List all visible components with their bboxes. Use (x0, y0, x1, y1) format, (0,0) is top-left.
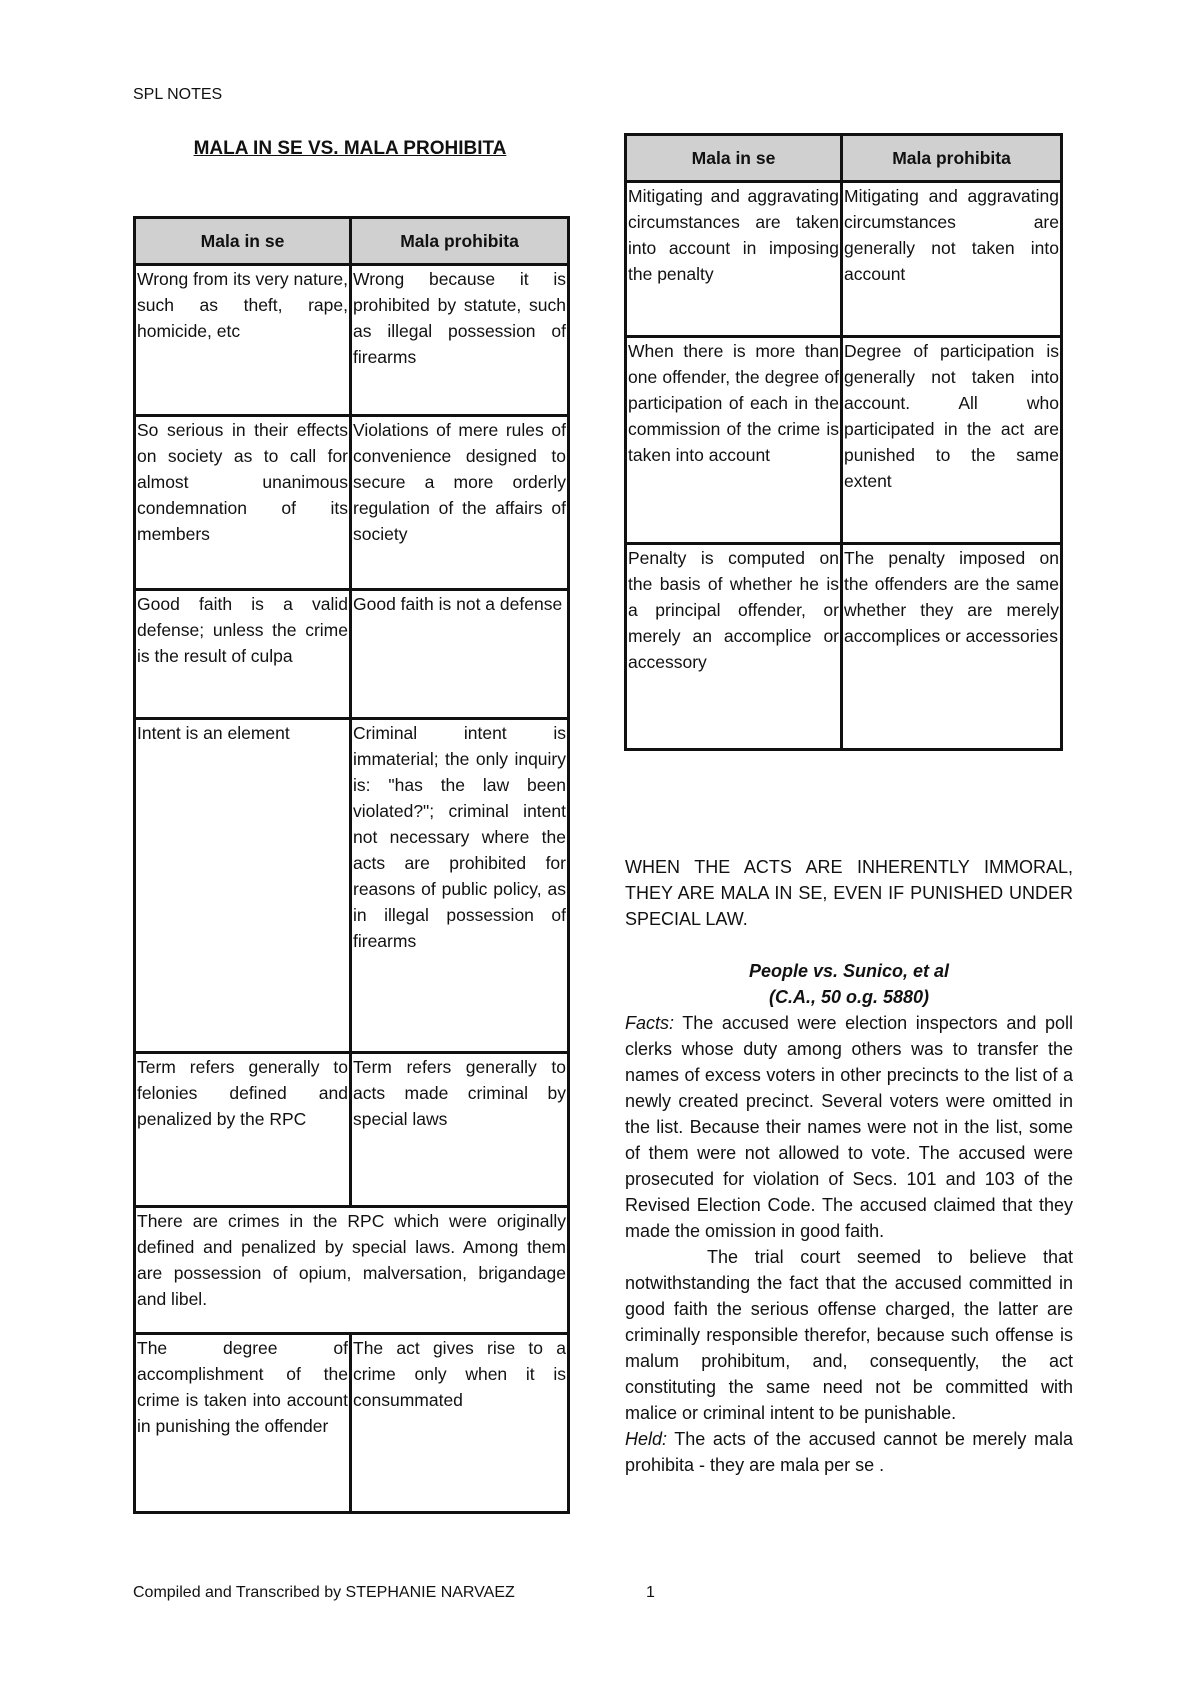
page-header: SPL NOTES (133, 86, 223, 103)
table-row (135, 719, 569, 1053)
merged-cell: There are crimes in the RPC which were originally defined and penalized by special laws. Among them are possession of opium, malversation, brigandage and libel. (135, 1207, 569, 1334)
case-citation: (C.A., 50 o.g. 5880) (768, 987, 930, 1007)
cell-mala-prohibita: Degree of participation is generally not taken into account. All who participated in the act are punished to the same extent (842, 337, 1062, 544)
case-name: People vs. Sunico, et al (748, 961, 950, 981)
cell-mala-prohibita: Term refers generally to acts made criminal by special laws (351, 1053, 569, 1207)
cell-mala-in-se: The degree of accomplishment of the crime is taken into account in punishing the offender (135, 1334, 351, 1513)
held-paragraph (625, 1426, 1073, 1478)
cell-mala-in-se: Term refers generally to felonies defined and penalized by the RPC (135, 1053, 351, 1207)
cell-mala-prohibita: Criminal intent is immaterial; the only inquiry is: "has the law been violated?"; criminal intent not necessary where the acts are prohibited for reasons of public policy, as in illegal possession of firearms (351, 719, 569, 1053)
trial-court-paragraph: The trial court seemed to believe that notwithstanding the fact that the accused committed in good faith the serious offense charged, the latter are criminally responsible therefor, because such offense is malum prohibitum, and, consequently, the act constituting the same need not be committed with malice or criminal intent to be punishable. (625, 1247, 1073, 1423)
cell-mala-in-se: Mitigating and aggravating circumstances are taken into account in imposing the penalty (626, 182, 842, 337)
column-header-mala-in-se: Mala in se (626, 135, 842, 182)
table-row (626, 337, 1062, 544)
case-body (625, 1010, 1073, 1478)
cell-mala-in-se: Wrong from its very nature, such as theft, rape, homicide, etc (135, 265, 351, 416)
table-row (135, 416, 569, 590)
column-header-mala-prohibita: Mala prohibita (351, 218, 569, 265)
held-text: The acts of the accused cannot be merely mala prohibita - they are mala per se . (625, 1429, 1073, 1475)
case-title-block (625, 958, 1073, 1010)
cell-mala-prohibita: Mitigating and aggravating circumstances are generally not taken into account (842, 182, 1062, 337)
cell-mala-prohibita: Wrong because it is prohibited by statute, such as illegal possession of firearms (351, 265, 569, 416)
column-header-mala-prohibita: Mala prohibita (842, 135, 1062, 182)
facts-label: Facts: (625, 1013, 675, 1033)
held-label: Held: (625, 1429, 668, 1449)
table-row-merged (135, 1207, 569, 1334)
cell-mala-prohibita: Violations of mere rules of convenience designed to secure a more orderly regulation of the affairs of society (351, 416, 569, 590)
footer-credit: Compiled and Transcribed by STEPHANIE NARVAEZ (133, 1584, 515, 1601)
cell-mala-prohibita: Good faith is not a defense (351, 590, 569, 719)
table-row (135, 265, 569, 416)
cell-mala-prohibita: The act gives rise to a crime only when it is consummated (351, 1334, 569, 1513)
table-row (626, 182, 1062, 337)
facts-paragraph (625, 1010, 1073, 1244)
cell-mala-in-se: When there is more than one offender, the degree of participation of each in the commission of the crime is taken into account (626, 337, 842, 544)
cell-mala-in-se: Penalty is computed on the basis of whether he is a principal offender, or merely an accomplice or accessory (626, 544, 842, 750)
comparison-table-left (133, 216, 570, 1514)
table-header-row (135, 218, 569, 265)
table-row (135, 1334, 569, 1513)
table-header-row (626, 135, 1062, 182)
table-row (135, 590, 569, 719)
cell-mala-in-se: Good faith is a valid defense; unless the crime is the result of culpa (135, 590, 351, 719)
page-number: 1 (646, 1584, 655, 1601)
facts-text: The accused were election inspectors and poll clerks whose duty among others was to transfer the names of excess voters in other precincts to the list of a newly created precinct. Several voters were omitted in the list. Because their names were not in the list, some of them were not allowed to vote. The accused were prosecuted for violation of Secs. 101 and 103 of the Revised Election Code. The accused claimed that they made the omission in good faith. (625, 1013, 1073, 1241)
cell-mala-in-se: So serious in their effects on society as to call for almost unanimous condemnation of its members (135, 416, 351, 590)
column-header-mala-in-se: Mala in se (135, 218, 351, 265)
cell-mala-in-se: Intent is an element (135, 719, 351, 1053)
cell-mala-prohibita: The penalty imposed on the offenders are the same whether they are merely accomplices or accessories (842, 544, 1062, 750)
comparison-table-right (624, 133, 1063, 751)
table-row (135, 1053, 569, 1207)
table-row (626, 544, 1062, 750)
document-title: MALA IN SE VS. MALA PROHIBITA (193, 138, 507, 159)
rule-heading: WHEN THE ACTS ARE INHERENTLY IMMORAL, THEY ARE MALA IN SE, EVEN IF PUNISHED UNDER SPECIAL LAW. (625, 857, 1073, 929)
